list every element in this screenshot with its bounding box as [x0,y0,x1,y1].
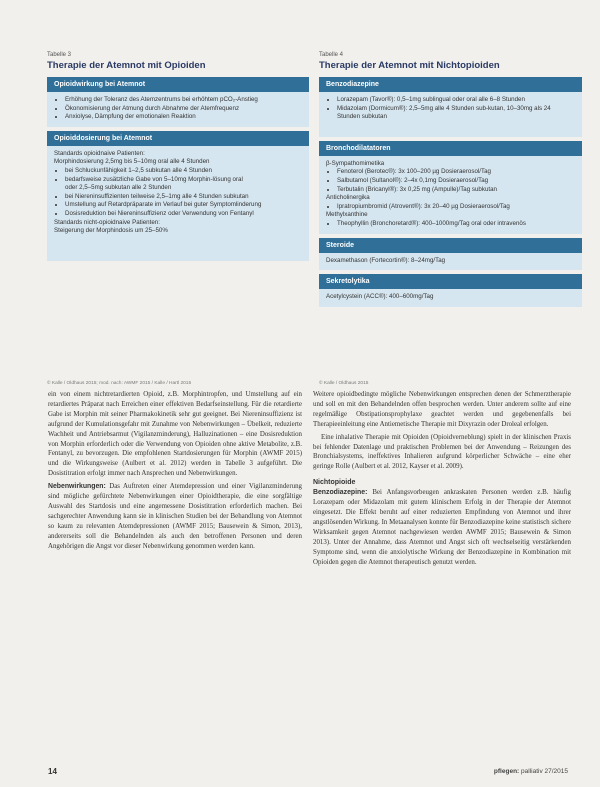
section-heading: Opioiddosierung bei Atemnot [47,131,309,146]
list-item: • bedarfsweise zusätzliche Gabe von 5–10mg Morphin-lösung oral [65,176,302,185]
section-body [47,92,309,127]
journal-name-rest: palliativ 27/2015 [521,768,568,775]
table-nichtopioide [319,52,582,307]
body-column-right [313,390,571,570]
list-item: • Theophyllin (Bronchoretard®): 400–1000mg/Tag oral oder intravenös [337,220,575,229]
list-item: • Terbutalin (Bricanyl®): 3x 0,25 mg (Ampulle)/Tag subkutan [337,186,575,195]
section-body [319,253,582,271]
group-label: β-Sympathomimetika [326,159,385,167]
paragraph: Weitere opioidbedingte mögliche Nebenwirkungen entsprechen denen der Schmerztherapie und soll en mit den Behandelnden offen besprochen werden. Unter anderem sollte auf eine regelmäßige Obstipationsprophylaxe geachtet werden und gegebenenfalls bei Therapieeinleitung eine Antiemetische Therapie mit Dixyrazin oder Droleal erfolgen. [313,391,571,428]
paragraph-text: Das Auftreten einer Atemdepression und einer Vigilanzminderung sind mögliche gefürchtete Nebenwirkungen einer Opioidtherapie, die eine sorgfältige Auswahl des Startdosis und eine angemessene Dosistitration erforderlich machen. Bei sachgerechter Anwendung kann sie in klinischen Studien bei der Behandlung von Atemnot so kaum zu relevanten Atemdepressionen (AWMF 2015; Bausewein & Simon, 2013), andererseits soll die Behandelnden als auch den betroffenen Personen und deren Angehörigen die Angst vor dieser Nebenwirkung genommen werden kann. [48,483,302,550]
list-item: • Salbutamol (Sultanol®): 2–4x 0,1mg Dosieraerosol/Tag [337,177,575,186]
text-line: Morphindosierung 2,5mg bis 5–10mg oral alle 4 Stunden [54,158,210,166]
paragraph: Eine inhalative Therapie mit Opioiden (Opioidverneblung) spielt in der klinischen Praxis bei fehlender Datenlage und praktischen Problemen bei der Anwendung – Reizungen des Bronchialsystems, ineffektives Inhalieren aufgrund körperlicher Schwäche – eine eher geringe Rolle (Aulbert et al. 2012, Kayser et al. 2009). [313,433,571,471]
section-heading: Sekretolytika [319,274,582,289]
list-item: • bei Niereninsuffizienten teilweise 2,5–1mg alle 4 Stunden subkutan [65,193,302,202]
section-heading: Opioidwirkung bei Atemnot [47,77,309,92]
paragraph-label: Benzodiazepine: [313,489,368,497]
list-item: • Ökonomisierung der Atmung durch Abnahme der Atemfrequenz [65,105,302,114]
list-item: • Ipratropiumbromid (Atrovent®): 3x 20–40 µg Dosieraerosol/Tag [337,203,575,212]
paragraph-label: Nebenwirkungen: [48,483,106,491]
list-item: • bei Schluckunfähigkeit 1–2,5 subkutan alle 4 Stunden [65,167,302,176]
section-heading: Benzodiazepine [319,77,582,92]
section-heading: Bronchodilatatoren [319,141,582,156]
text-line: Acetylcystein (ACC®): 400–600mg/Tag [326,293,434,301]
section-body [319,289,582,307]
text-line: Dexamethason (Fortecortin®): 8–24mg/Tag [326,256,446,264]
list-item: • Erhöhung der Toleranz des Atemzentrums bei erhöhtem pCO₂-Anstieg [65,96,302,105]
section-subhead: Nichtopioide [313,479,356,487]
table-credit: © Kalle / Oldhaus 2015 [319,381,369,386]
paragraph [48,482,302,551]
section-body [319,92,582,137]
paragraph: ein von einem nichtretardierten Opioid, z.B. Morphintropfen, und Umstellung auf ein retardiertes Präparat nach Erreichen einer effektiven Bedarfseinstellung. Für die retardierte Gabe ist Morphin mit seiner Pharmakokinetik sehr gut geeignet. Bei Niereninsuffizienz ist aufgrund der Kumulationsgefahr mit Zunahme von Nebenwirkungen – Übelkeit, reduzierte Wachheit und Antriebsarmut (Vigilanzminderung), Halluzinationen – eine Dosisreduktion von Morphin erforderlich oder die Verwendung von Opioiden ohne aktive Metabolite, z.B. Fentanyl, zu bevorzugen. Die empfohlenen Startdosierungen für Morphin (AWMF 2015) und die Wirkungsweise (Aulbert et al. 2012) werden in Tabelle 3 aufgeführt. Die Dosistitration erfolgt immer nach Ansprechen und Nebenwirkungen. [48,391,302,478]
group-label: Methylxanthine [326,211,368,219]
body-column-left [48,390,302,555]
section-body [319,156,582,234]
list-item: • Midazolam (Dormicum®): 2,5–5mg alle 4 Stunden sub-kutan, 10–30mg als 24 Stunden subkutan [337,105,575,122]
journal-name [494,768,568,775]
table-credit: © Kalle / Oldhaus 2015; mod. nach: AWMF 2015 / Kalle / Hartl 2015 [47,381,192,386]
paragraph-text: Bei Anfangsvorbeugen ankraskaten Personen werden z.B. häufig Lorazepam oder Midazolam mit gutem klinischem Erfolg in der Therapie der Atemnot eingesetzt. Die Effekt beruht auf einer reduzierten Empfindung von Atemnot und ihrer angstlösenden Wirkung. In Metaanalysen konnte für Benzodiazepine keine statistisch sichere Wirksamkeit gegen Atemnot nachgewiesen werden AWMF 2015; Bausewein & Simon 2013). Unter der Annahme, dass Atemnot und Angst sich oft wechselseitig verstärkenden Symptome sind, wenn die anxiolytische Wirkung der Benzodiazepine in Kombination mit Opioiden gegen die Atemnot therapeutisch genutzt werden. [313,489,571,566]
list-item: • Fenoterol (Berotec®): 3x 100–200 µg Dosieraerosol/Tag [337,168,575,177]
table-number: Tabelle 4 [319,52,344,58]
list-item: • Dosisreduktion bei Niereninsuffizienz oder Verwendung von Fentanyl [65,210,302,219]
list-item: • Anxiolyse, Dämpfung der emotionalen Reaktion [65,113,302,122]
list-item: • Umstellung auf Retardpräparate im Verlauf bei guter Symptomlinderung [65,201,302,210]
table-title: Therapie der Atemnot mit Opioiden [47,60,206,71]
text-line: Steigerung der Morphindosis um 25–50% [54,227,168,235]
table-number: Tabelle 3 [47,52,72,58]
group-label: Anticholinergika [326,194,370,202]
text-line: Standards opioidnaive Patienten: [54,149,145,157]
table-title: Therapie der Atemnot mit Nichtopioiden [319,60,500,71]
table-opioide [47,52,309,261]
text-line: Standards nicht-opioidnaive Patienten: [54,218,160,226]
list-item: • Lorazepam (Tavor®): 0,5–1mg sublingual oder oral alle 6–8 Stunden [337,96,575,105]
section-heading: Steroide [319,238,582,253]
journal-name-bold: pflegen: [493,768,520,775]
list-item: oder 2,5–5mg subkutan alle 2 Stunden [65,184,172,192]
section-body [47,146,309,261]
paragraph [313,488,571,567]
page-number: 14 [48,767,57,776]
